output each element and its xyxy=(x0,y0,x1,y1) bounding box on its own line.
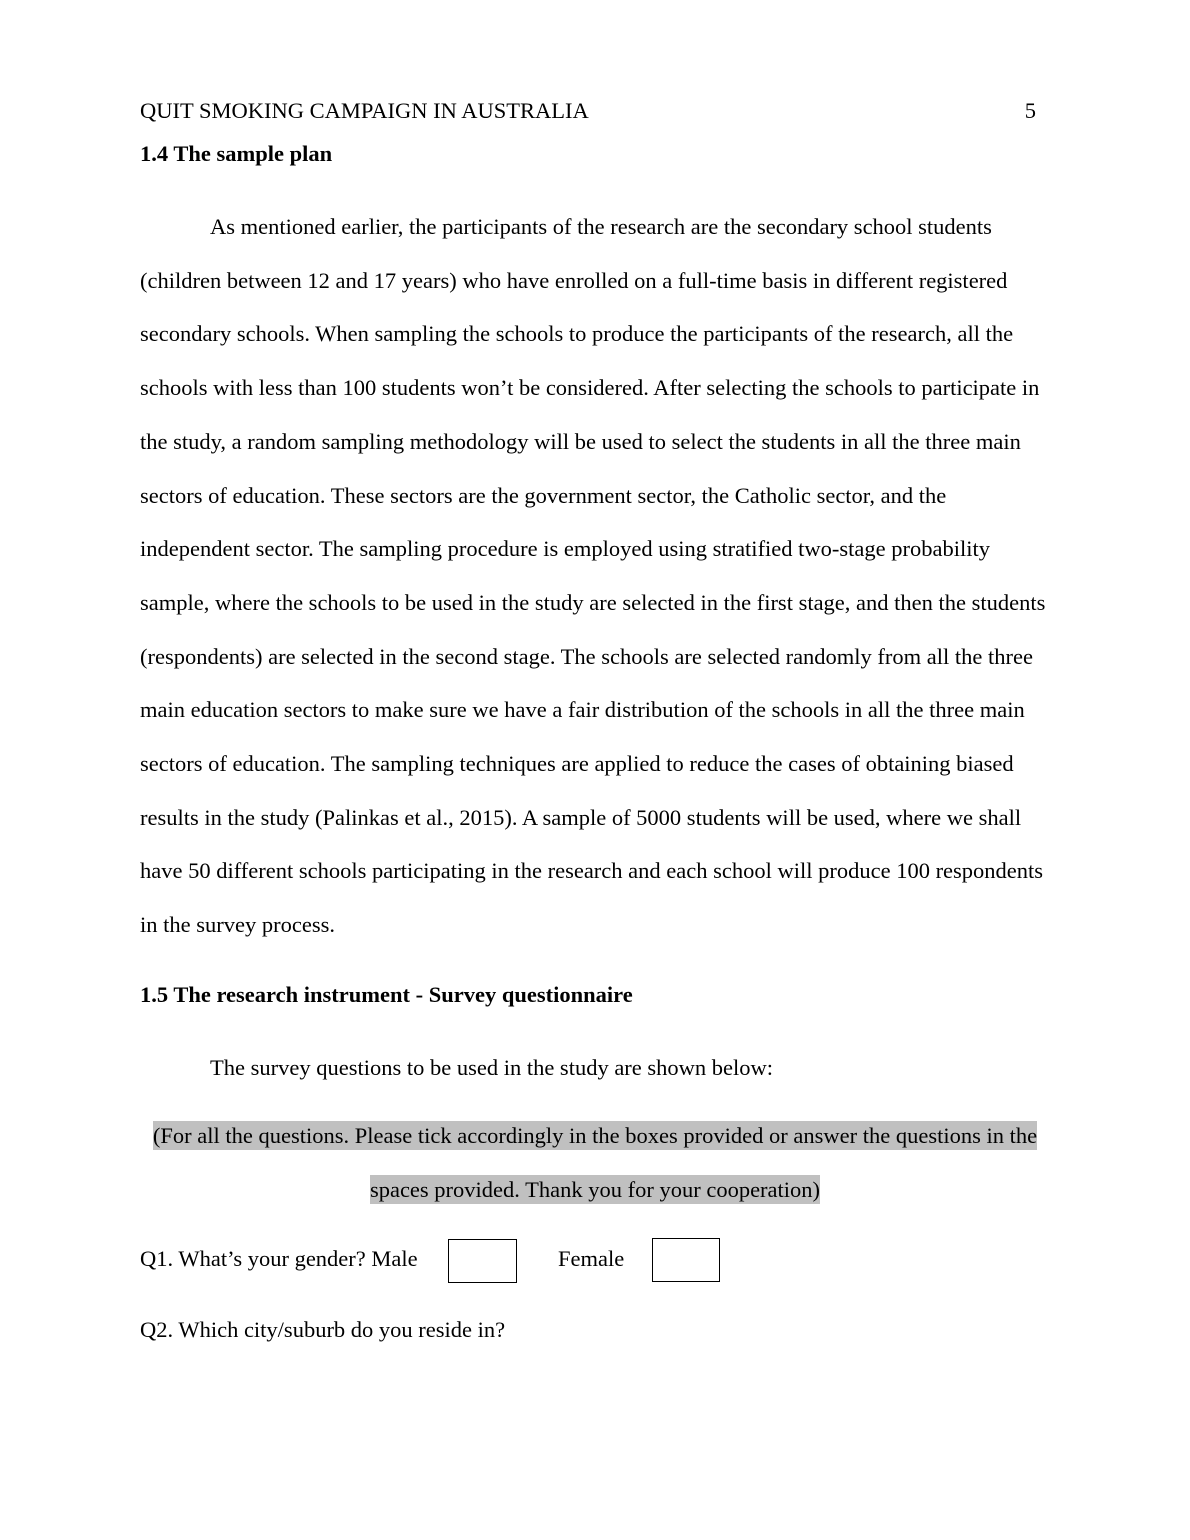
survey-instruction xyxy=(140,1109,1050,1217)
sample-plan-text: As mentioned earlier, the participants of the research are the secondary school students (children between 12 and 17 years) who have enrolled on a full-time basis in different registered secondary schools. When sampling the schools to produce the participants of the research, all the schools with less than 100 students won’t be considered. After selecting the schools to participate in the study, a random sampling methodology will be used to select the students in all the three main sectors of education. These sectors are the government sector, the Catholic sector, and the independent sector. The sampling procedure is employed using stratified two-stage probability sample, where the schools to be used in the study are selected in the first stage, and then the students (respondents) are selected in the second stage. The schools are selected randomly from all the three main education sectors to make sure we have a fair distribution of the schools in all the three main sectors of education. The sampling techniques are applied to reduce the cases of obtaining biased results in the study (Palinkas et al., 2015). A sample of 5000 students will be used, where we shall have 50 different schools participating in the research and each school will produce 100 respondents in the survey process. xyxy=(140,214,1046,938)
female-checkbox[interactable] xyxy=(652,1238,720,1282)
female-option-label: Female xyxy=(558,1246,625,1271)
question-1 xyxy=(140,1235,1040,1283)
highlighted-instruction-text: (For all the questions. Please tick accordingly in the boxes provided or answer the questions in the spaces provided. Thank you for your cooperation) xyxy=(152,1123,1038,1202)
sample-plan-paragraph xyxy=(140,200,1050,952)
survey-intro: The survey questions to be used in the study are shown below: xyxy=(210,1055,774,1080)
page-number: 5 xyxy=(1024,98,1036,123)
page-header xyxy=(140,97,1036,125)
male-checkbox[interactable] xyxy=(448,1239,517,1283)
section-heading-sample-plan: 1.4 The sample plan xyxy=(140,141,333,166)
question-1-text: Q1. What’s your gender? Male xyxy=(140,1246,418,1271)
question-2-text: Q2. Which city/suburb do you reside in? xyxy=(140,1317,506,1342)
section-heading-research-instrument: 1.5 The research instrument - Survey questionnaire xyxy=(140,982,633,1007)
running-head: QUIT SMOKING CAMPAIGN IN AUSTRALIA xyxy=(140,98,589,123)
